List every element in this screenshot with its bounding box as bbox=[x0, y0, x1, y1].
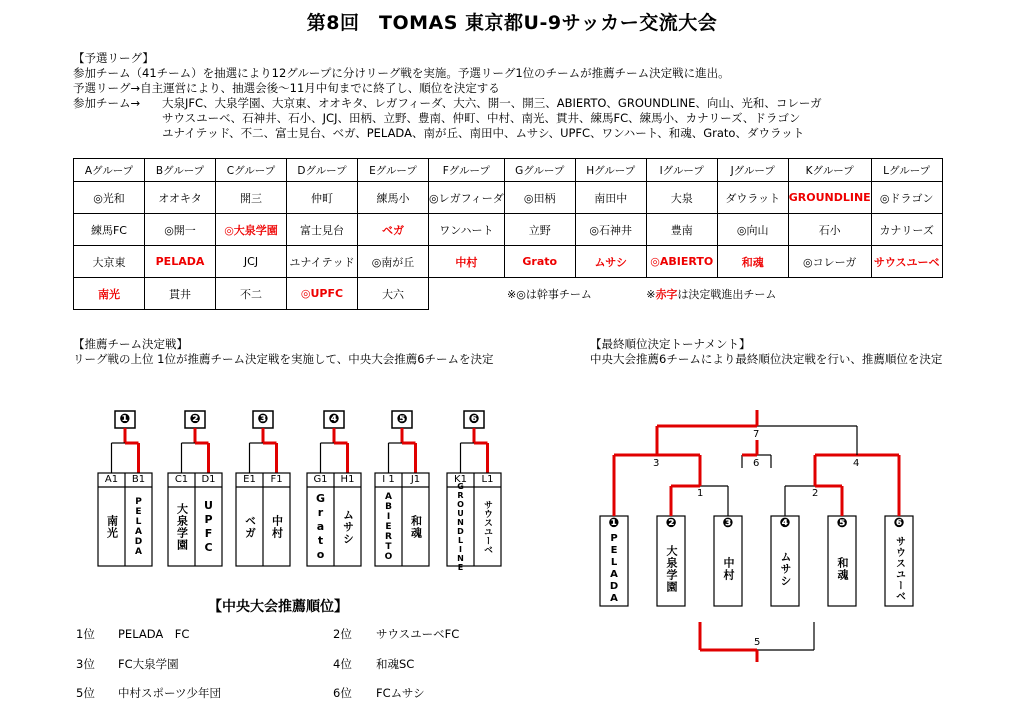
match-number: ❻ bbox=[468, 412, 480, 427]
right-code: J1 bbox=[410, 474, 421, 485]
right-team: PELADA bbox=[133, 497, 144, 557]
left-team: 大泉学園 bbox=[175, 503, 189, 551]
match-label: 5 bbox=[754, 637, 761, 648]
right-team: UPFC bbox=[202, 499, 215, 555]
group-cell: オオキタ bbox=[145, 182, 216, 214]
group-cell: ◎向山 bbox=[717, 214, 788, 246]
final-team-name: サウスユーベ bbox=[893, 536, 905, 602]
final-team-name: PELADA bbox=[608, 533, 620, 605]
group-cell: ◎石神井 bbox=[575, 214, 646, 246]
group-cell: ◎光和 bbox=[74, 182, 145, 214]
group-cell: 南田中 bbox=[575, 182, 646, 214]
match-number: ❹ bbox=[328, 412, 340, 427]
group-cell: ◎ABIERTO bbox=[646, 246, 717, 278]
group-cell: 練馬FC bbox=[74, 214, 145, 246]
group-cell: ダウラット bbox=[717, 182, 788, 214]
rank-6-label: 6位 bbox=[333, 686, 352, 700]
host-note: ※◎は幹事チーム bbox=[507, 287, 592, 301]
group-cell: 貫井 bbox=[145, 278, 216, 310]
final-team-number: ❸ bbox=[722, 516, 734, 531]
group-header-7: Hグループ bbox=[575, 159, 646, 182]
group-header-10: Kグループ bbox=[788, 159, 871, 182]
final-team-name: 和魂 bbox=[836, 557, 849, 581]
right-code: H1 bbox=[340, 474, 355, 485]
left-code: E1 bbox=[243, 474, 256, 485]
league-heading: 【予選リーグ】 bbox=[73, 51, 154, 65]
group-cell: Grato bbox=[504, 246, 575, 278]
group-cell: ◎南が丘 bbox=[358, 246, 429, 278]
match-label: 4 bbox=[853, 458, 860, 469]
rank-1-team: PELADA FC bbox=[118, 627, 190, 641]
group-cell: 石小 bbox=[788, 214, 871, 246]
left-team: GROUNDLINE bbox=[456, 482, 465, 572]
group-cell: 開三 bbox=[216, 182, 287, 214]
page-title: 第8回 TOMAS 東京都U-9サッカー交流大会 bbox=[306, 12, 718, 34]
match-label: 2 bbox=[812, 488, 819, 499]
group-cell: ワンハート bbox=[429, 214, 505, 246]
final-team-number: ❹ bbox=[779, 516, 791, 531]
match-label: 1 bbox=[697, 488, 704, 499]
right-team: サウスユーベ bbox=[482, 500, 492, 554]
group-header-1: Bグループ bbox=[145, 159, 216, 182]
match-number: ❷ bbox=[189, 412, 201, 427]
right-team: 和魂 bbox=[409, 515, 423, 539]
group-header-3: Dグループ bbox=[287, 159, 358, 182]
group-cell: ◎UPFC bbox=[287, 278, 358, 310]
left-code: K1 bbox=[454, 474, 467, 485]
group-cell: 和魂 bbox=[717, 246, 788, 278]
group-cell: 大六 bbox=[358, 278, 429, 310]
group-cell: 不二 bbox=[216, 278, 287, 310]
participants-line-2: サウスユーベ、石神井、石小、JCJ、田柄、立野、豊南、仲町、中村、南光、貫井、練馬FC、練馬小、カナリーズ、ドラゴン bbox=[162, 111, 801, 125]
group-header-6: Gグループ bbox=[504, 159, 575, 182]
group-cell: ◎コレーガ bbox=[788, 246, 871, 278]
final-team-number: ❶ bbox=[608, 516, 620, 531]
final-team-name: ムサシ bbox=[779, 551, 792, 587]
decision-desc: リーグ戦の上位 1位が推薦チーム決定戦を実施して、中央大会推薦6チームを決定 bbox=[73, 352, 494, 366]
final-team-number: ❺ bbox=[836, 516, 848, 531]
right-code: B1 bbox=[131, 474, 146, 485]
group-cell: 練馬小 bbox=[358, 182, 429, 214]
group-header-5: Fグループ bbox=[429, 159, 505, 182]
group-cell: 豊南 bbox=[646, 214, 717, 246]
left-code: C1 bbox=[174, 474, 189, 485]
rank-2-team: サウスユーベFC bbox=[376, 627, 460, 641]
group-cell: サウスユーベ bbox=[871, 246, 942, 278]
group-cell: 立野 bbox=[504, 214, 575, 246]
final-desc: 中央大会推薦6チームにより最終順位決定戦を行い、推薦順位を決定 bbox=[590, 352, 943, 366]
ranking-title: 【中央大会推薦順位】 bbox=[208, 599, 348, 615]
right-code: D1 bbox=[201, 474, 216, 485]
rank-5-label: 5位 bbox=[76, 686, 95, 700]
rank-3-label: 3位 bbox=[76, 657, 95, 671]
league-line-1: 参加チーム（41チーム）を抽選により12グループに分けリーグ戦を実施。予選リーグ1位のチームが推薦チーム決定戦に進出。 bbox=[73, 66, 730, 80]
rank-3-team: FC大泉学園 bbox=[118, 657, 179, 671]
group-header-11: Lグループ bbox=[871, 159, 942, 182]
group-cell: 仲町 bbox=[287, 182, 358, 214]
group-cell: GROUNDLINE bbox=[788, 182, 871, 214]
final-team-name: 大泉学園 bbox=[665, 545, 678, 593]
group-header-9: Jグループ bbox=[717, 159, 788, 182]
participants-line-1: 大泉JFC、大泉学園、大京東、オオキタ、レガフィーダ、大六、開一、開三、ABIERTO、GROUNDLINE、向山、光和、コレーガ bbox=[162, 96, 822, 110]
left-team: Grato bbox=[314, 492, 327, 562]
left-team: ABIERTO bbox=[383, 492, 394, 562]
group-cell: ユナイテッド bbox=[287, 246, 358, 278]
right-team: 中村 bbox=[270, 515, 284, 539]
group-header-8: Iグループ bbox=[646, 159, 717, 182]
group-cell: ◎開一 bbox=[145, 214, 216, 246]
group-cell: PELADA bbox=[145, 246, 216, 278]
rank-6-team: FCムサシ bbox=[376, 686, 425, 700]
group-cell: ベガ bbox=[358, 214, 429, 246]
left-code: A1 bbox=[104, 474, 119, 485]
group-cell: ムサシ bbox=[575, 246, 646, 278]
group-cell: ◎レガフィーダ bbox=[429, 182, 505, 214]
rank-5-team: 中村スポーツ少年団 bbox=[118, 686, 222, 700]
match-number: ❶ bbox=[119, 412, 131, 427]
group-cell: カナリーズ bbox=[871, 214, 942, 246]
rank-2-label: 2位 bbox=[333, 627, 352, 641]
group-header-0: Aグループ bbox=[74, 159, 145, 182]
final-team-name: 中村 bbox=[722, 557, 735, 581]
group-cell: ◎大泉学園 bbox=[216, 214, 287, 246]
final-team-number: ❻ bbox=[893, 516, 905, 531]
match-number: ❺ bbox=[396, 412, 408, 427]
group-cell: 大泉 bbox=[646, 182, 717, 214]
participants-label: 参加チーム→ bbox=[73, 96, 141, 110]
group-header-2: Cグループ bbox=[216, 159, 287, 182]
rank-1-label: 1位 bbox=[76, 627, 95, 641]
decision-heading: 【推薦チーム決定戦】 bbox=[73, 337, 188, 351]
left-code: I 1 bbox=[382, 474, 395, 485]
group-header-4: Eグループ bbox=[358, 159, 429, 182]
right-code: L1 bbox=[481, 474, 494, 485]
group-cell: ◎田柄 bbox=[504, 182, 575, 214]
participants-line-3: ユナイテッド、不二、富士見台、ベガ、PELADA、南が丘、南田中、ムサシ、UPFC、ワンハート、和魂、Grato、ダウラット bbox=[162, 126, 805, 140]
group-cell: 南光 bbox=[74, 278, 145, 310]
final-team-number: ❷ bbox=[665, 516, 677, 531]
left-team: 南光 bbox=[105, 515, 119, 539]
match-number: ❸ bbox=[257, 412, 269, 427]
right-team: ムサシ bbox=[341, 509, 355, 545]
group-cell: ◎ドラゴン bbox=[871, 182, 942, 214]
final-heading: 【最終順位決定トーナメント】 bbox=[590, 337, 751, 351]
left-team: ベガ bbox=[243, 515, 257, 539]
rank-4-team: 和魂SC bbox=[376, 657, 415, 671]
match-label: 6 bbox=[753, 458, 760, 469]
group-cell: 大京東 bbox=[74, 246, 145, 278]
red-note: ※赤字は決定戦進出チーム bbox=[646, 287, 777, 301]
right-code: F1 bbox=[270, 474, 283, 485]
group-cell: JCJ bbox=[216, 246, 287, 278]
group-cell: 中村 bbox=[429, 246, 505, 278]
match-label: 7 bbox=[753, 429, 760, 440]
league-line-2: 予選リーグ→自主運営により、抽選会後～11月中旬までに終了し、順位を決定する bbox=[73, 81, 500, 95]
group-cell: 富士見台 bbox=[287, 214, 358, 246]
left-code: G1 bbox=[313, 474, 328, 485]
rank-4-label: 4位 bbox=[333, 657, 352, 671]
match-label: 3 bbox=[653, 458, 660, 469]
